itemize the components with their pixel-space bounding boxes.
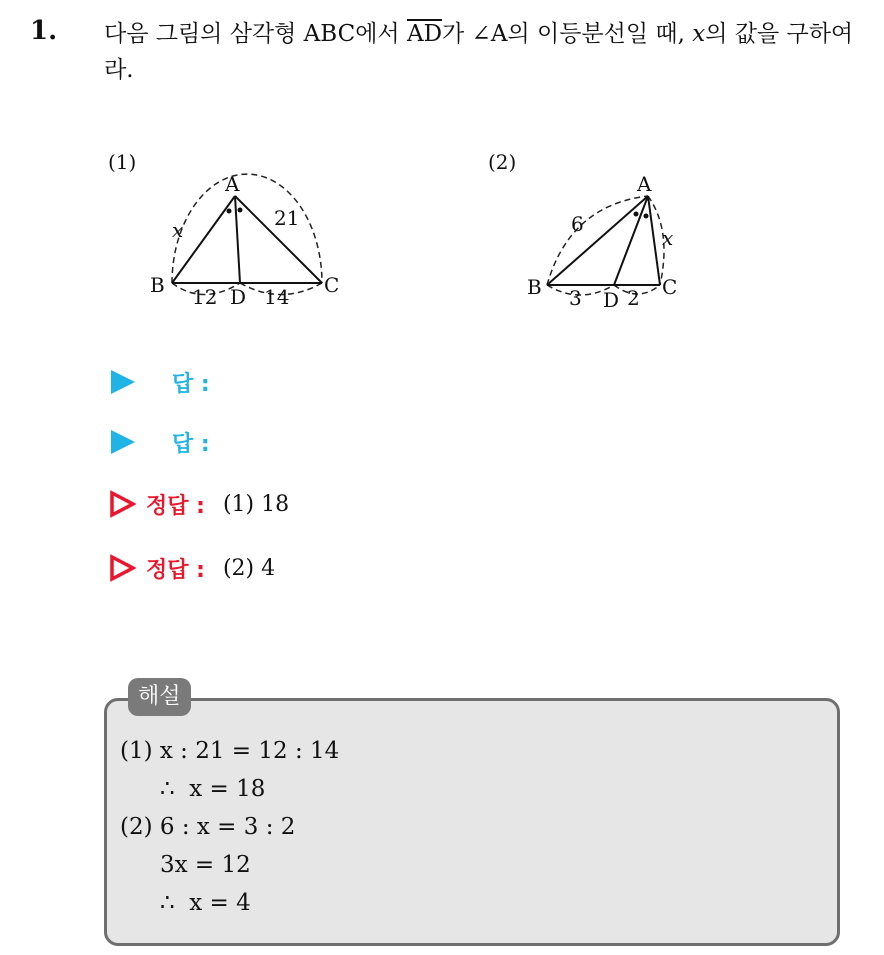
fig1-vertex-a: A (225, 172, 240, 196)
fig1-label-ac: 21 (274, 206, 300, 230)
question-text-part3: 의 값을 구하여라. (104, 21, 854, 83)
fig2-label-dc: 2 (627, 286, 640, 310)
fig1-label-dc: 14 (264, 285, 290, 309)
fig2-label-ab: 6 (571, 212, 584, 236)
correct-value-1: (1) 18 (222, 491, 290, 517)
fig2-side-ac (648, 196, 660, 285)
fig2-vertex-a: A (637, 172, 652, 196)
answer-row-1 (110, 367, 210, 397)
fig2-label-bd: 3 (569, 286, 582, 310)
correct-value-2: (2) 4 (222, 555, 276, 581)
solution-line-1: (1) x : 21 = 12 : 14 (120, 738, 340, 764)
fig1-vertex-c: C (324, 273, 340, 297)
fig1-label-bd: 12 (192, 285, 218, 309)
figure-2 (0, 0, 884, 340)
fig1-vertex-d: D (230, 285, 247, 309)
segment-ad: $\overline{AD}$ (406, 21, 443, 47)
correct-row-1 (110, 489, 289, 519)
fig2-vertex-c: C (662, 275, 678, 299)
solution-line-2: ∴ x = 18 (160, 776, 266, 802)
outline-triangle-icon (110, 490, 136, 518)
figure-1-label: (1) (108, 150, 137, 174)
answer-row-2 (110, 427, 210, 457)
fig2-angle-dot-2 (644, 214, 649, 219)
correct-label-1: 정답 : (146, 493, 205, 519)
fig2-bisector-ad (614, 196, 648, 285)
solution-line-3: (2) 6 : x = 3 : 2 (120, 814, 296, 840)
answer-label-1: 답 : (172, 371, 210, 397)
filled-triangle-icon (110, 428, 136, 456)
solution-line-5: ∴ x = 4 (160, 890, 251, 916)
figure-2-label: (2) (488, 150, 517, 174)
solution-tag: 해설 (128, 678, 191, 716)
correct-label-2: 정답 : (146, 557, 205, 583)
outline-triangle-icon (110, 554, 136, 582)
question-number: 1. (30, 16, 58, 46)
variable-x: x (692, 21, 706, 47)
fig2-vertex-b: B (527, 275, 542, 299)
question-text-part2: 가 ∠A의 이등분선일 때, (442, 21, 693, 47)
fig2-vertex-d: D (603, 288, 620, 312)
fig1-label-ab: x (172, 218, 184, 242)
fig2-label-ac: x (662, 226, 674, 250)
question-text-part1: 다음 그림의 삼각형 ABC에서 (104, 21, 407, 47)
fig2-side-ab (547, 196, 648, 285)
answer-label-2: 답 : (172, 431, 210, 457)
correct-row-2 (110, 553, 275, 583)
filled-triangle-icon (110, 368, 136, 396)
solution-line-4: 3x = 12 (160, 852, 251, 878)
fig2-angle-dot-1 (634, 212, 639, 217)
fig1-vertex-b: B (150, 273, 165, 297)
